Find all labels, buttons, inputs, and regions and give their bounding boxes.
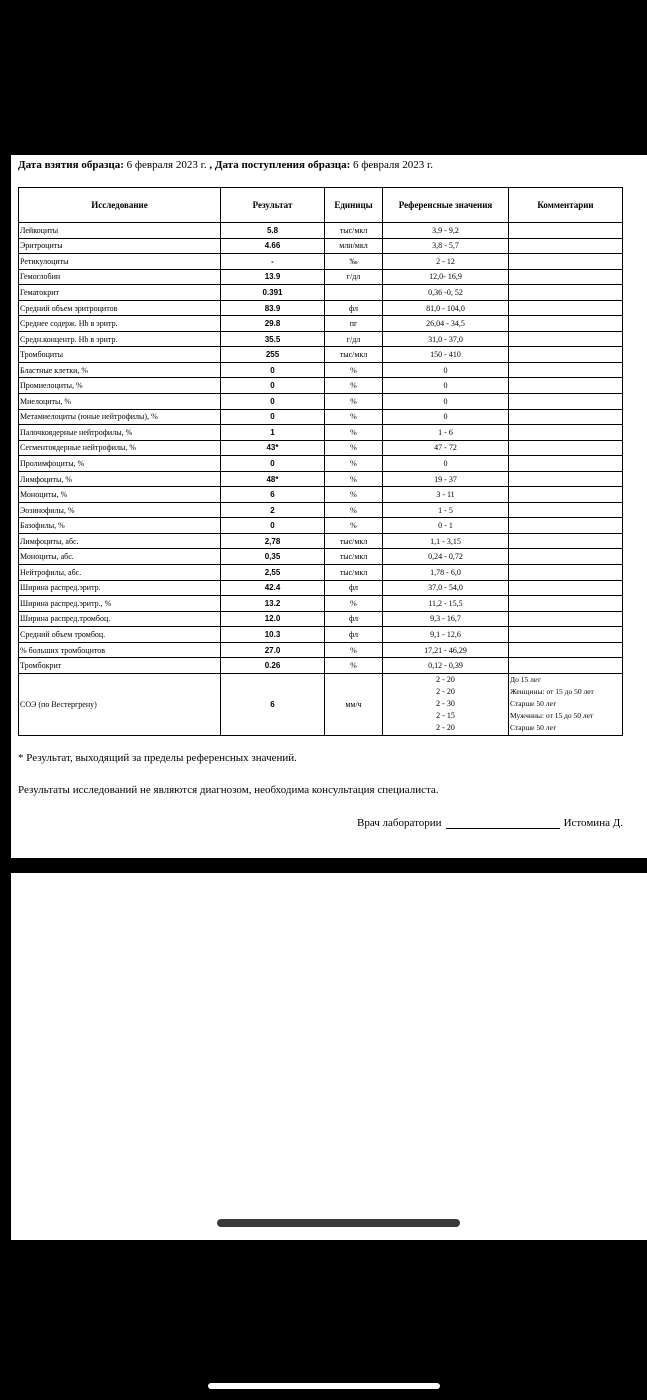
test-comment bbox=[509, 300, 623, 316]
test-comment bbox=[509, 254, 623, 270]
table-row bbox=[19, 378, 623, 394]
test-comment bbox=[509, 347, 623, 363]
sample-taken-label: Дата взятия образца: bbox=[18, 159, 124, 171]
test-reference: 11,2 - 15,5 bbox=[383, 596, 509, 612]
test-reference: 47 - 72 bbox=[383, 440, 509, 456]
header-units: Единицы bbox=[325, 188, 383, 223]
test-reference: 0,24 - 0,72 bbox=[383, 549, 509, 565]
test-comment bbox=[509, 565, 623, 581]
test-result: 12.0 bbox=[221, 611, 325, 627]
table-row bbox=[19, 580, 623, 596]
test-comment bbox=[509, 223, 623, 239]
test-result: 5.8 bbox=[221, 223, 325, 239]
test-name: Гемоглобин bbox=[19, 269, 221, 285]
eso-ref: 2 - 20 bbox=[436, 675, 455, 685]
test-reference: 17,21 - 46,29 bbox=[383, 642, 509, 658]
test-comment bbox=[509, 502, 623, 518]
test-unit: % bbox=[325, 658, 383, 674]
test-unit: тыс/мкл bbox=[325, 549, 383, 565]
table-row bbox=[19, 456, 623, 472]
test-result: 0.26 bbox=[221, 658, 325, 674]
test-result: 6 bbox=[221, 673, 325, 735]
eso-comment: Мужчины: от 15 до 50 лет bbox=[510, 711, 594, 721]
test-name: СОЭ (по Вестергрену) bbox=[19, 673, 221, 735]
test-comment bbox=[509, 611, 623, 627]
test-name: Ширина распред.тромбоц. bbox=[19, 611, 221, 627]
test-unit: % bbox=[325, 518, 383, 534]
test-comment bbox=[509, 269, 623, 285]
test-reference: 3,9 - 9,2 bbox=[383, 223, 509, 239]
test-reference: 0 bbox=[383, 362, 509, 378]
table-row bbox=[19, 502, 623, 518]
test-result: 29.8 bbox=[221, 316, 325, 332]
table-row bbox=[19, 425, 623, 441]
test-result: 0,35 bbox=[221, 549, 325, 565]
sample-received-label: Дата поступления образца: bbox=[214, 159, 351, 171]
test-unit: фл bbox=[325, 611, 383, 627]
test-result: 35.5 bbox=[221, 331, 325, 347]
signature-line bbox=[357, 817, 623, 829]
table-row bbox=[19, 533, 623, 549]
test-result: 2,78 bbox=[221, 533, 325, 549]
test-name: Моноциты, абс. bbox=[19, 549, 221, 565]
test-comment bbox=[509, 316, 623, 332]
test-result: 0 bbox=[221, 394, 325, 410]
test-name: Лимфоциты, % bbox=[19, 471, 221, 487]
test-reference: 1,1 - 3,15 bbox=[383, 533, 509, 549]
eso-reference-values bbox=[383, 673, 509, 735]
test-unit bbox=[325, 285, 383, 301]
test-result: 43* bbox=[221, 440, 325, 456]
table-row bbox=[19, 254, 623, 270]
test-unit: % bbox=[325, 409, 383, 425]
test-unit: тыс/мкл bbox=[325, 565, 383, 581]
eso-comment: Старше 50 лет bbox=[510, 699, 557, 709]
test-comment bbox=[509, 285, 623, 301]
test-unit: тыс/мкл bbox=[325, 347, 383, 363]
test-name: Базофилы, % bbox=[19, 518, 221, 534]
eso-ref: 2 - 30 bbox=[436, 699, 455, 709]
test-name: Нейтрофилы, абс. bbox=[19, 565, 221, 581]
table-row bbox=[19, 347, 623, 363]
table-row bbox=[19, 549, 623, 565]
test-result: 6 bbox=[221, 487, 325, 503]
test-reference: 19 - 37 bbox=[383, 471, 509, 487]
test-name: Метамиелоциты (юные нейтрофилы), % bbox=[19, 409, 221, 425]
header-result: Результат bbox=[221, 188, 325, 223]
test-result: 13.2 bbox=[221, 596, 325, 612]
test-reference: 0 bbox=[383, 456, 509, 472]
test-unit: % bbox=[325, 642, 383, 658]
test-result: 2,55 bbox=[221, 565, 325, 581]
test-name: Моноциты, % bbox=[19, 487, 221, 503]
table-row bbox=[19, 565, 623, 581]
test-result: 27.0 bbox=[221, 642, 325, 658]
test-reference: 12,0- 16,9 bbox=[383, 269, 509, 285]
test-reference: 31,0 - 37,0 bbox=[383, 331, 509, 347]
test-unit: % bbox=[325, 487, 383, 503]
test-reference: 0,12 - 0,39 bbox=[383, 658, 509, 674]
test-name: Лейкоциты bbox=[19, 223, 221, 239]
test-unit: фл bbox=[325, 627, 383, 643]
test-comment bbox=[509, 471, 623, 487]
test-unit: % bbox=[325, 362, 383, 378]
test-result: 0 bbox=[221, 362, 325, 378]
test-reference: 9,3 - 16,7 bbox=[383, 611, 509, 627]
eso-ref: 2 - 15 bbox=[436, 711, 455, 721]
test-comment bbox=[509, 549, 623, 565]
test-comment bbox=[509, 425, 623, 441]
test-comment bbox=[509, 409, 623, 425]
test-unit: мм/ч bbox=[325, 673, 383, 735]
test-result: 0 bbox=[221, 518, 325, 534]
test-result: 10.3 bbox=[221, 627, 325, 643]
sample-received-date: 6 февраля 2023 г. bbox=[353, 159, 434, 171]
sample-dates bbox=[18, 159, 433, 171]
test-unit: фл bbox=[325, 580, 383, 596]
test-unit: % bbox=[325, 502, 383, 518]
test-result: 42.4 bbox=[221, 580, 325, 596]
eso-comment: До 15 лет bbox=[510, 675, 541, 685]
test-unit: % bbox=[325, 456, 383, 472]
eso-comment: Старше 50 лет bbox=[510, 723, 557, 733]
test-reference: 2 - 12 bbox=[383, 254, 509, 270]
test-result: 48* bbox=[221, 471, 325, 487]
table-row-eso bbox=[19, 673, 623, 735]
test-name: Сегментоядерные нейтрофилы, % bbox=[19, 440, 221, 456]
out-of-range-note: * Результат, выходящий за пределы референсных значений. bbox=[18, 752, 297, 764]
test-unit: % bbox=[325, 394, 383, 410]
test-unit: млн/мкл bbox=[325, 238, 383, 254]
test-result: 255 bbox=[221, 347, 325, 363]
test-comment bbox=[509, 580, 623, 596]
test-reference: 9,1 - 12,6 bbox=[383, 627, 509, 643]
test-result: 2 bbox=[221, 502, 325, 518]
table-row bbox=[19, 238, 623, 254]
test-name: Среднее содерж. Hb в эритр. bbox=[19, 316, 221, 332]
test-unit: г/дл bbox=[325, 269, 383, 285]
test-unit: г/дл bbox=[325, 331, 383, 347]
test-comment bbox=[509, 596, 623, 612]
table-row bbox=[19, 223, 623, 239]
table-row bbox=[19, 611, 623, 627]
header-reference: Референсные значения bbox=[383, 188, 509, 223]
table-row bbox=[19, 658, 623, 674]
results-table bbox=[18, 187, 623, 736]
date-separator: , bbox=[206, 159, 215, 171]
table-row bbox=[19, 394, 623, 410]
test-result: 83.9 bbox=[221, 300, 325, 316]
test-result: 1 bbox=[221, 425, 325, 441]
test-name: Бластные клетки, % bbox=[19, 362, 221, 378]
test-name: Гематокрит bbox=[19, 285, 221, 301]
test-comment bbox=[509, 378, 623, 394]
test-name: Тромбокрит bbox=[19, 658, 221, 674]
signature-label: Врач лаборатории bbox=[357, 817, 442, 829]
home-indicator-bottom[interactable] bbox=[208, 1383, 440, 1389]
test-comment bbox=[509, 394, 623, 410]
test-name: Промиелоциты, % bbox=[19, 378, 221, 394]
test-reference: 0 bbox=[383, 378, 509, 394]
test-unit: ‰ bbox=[325, 254, 383, 270]
test-reference: 0,36 -0, 52 bbox=[383, 285, 509, 301]
test-name: Миелоциты, % bbox=[19, 394, 221, 410]
test-result: 0 bbox=[221, 378, 325, 394]
test-reference: 3 - 11 bbox=[383, 487, 509, 503]
test-reference: 37,0 - 54,0 bbox=[383, 580, 509, 596]
eso-ref: 2 - 20 bbox=[436, 723, 455, 733]
test-comment bbox=[509, 487, 623, 503]
eso-comments bbox=[509, 673, 623, 735]
test-name: Лимфоциты, абс. bbox=[19, 533, 221, 549]
test-reference: 81,0 - 104,0 bbox=[383, 300, 509, 316]
doctor-name: Истомина Д. bbox=[563, 817, 623, 829]
test-unit: пг bbox=[325, 316, 383, 332]
test-reference: 0 bbox=[383, 394, 509, 410]
test-unit: % bbox=[325, 440, 383, 456]
test-name: Пролимфоциты, % bbox=[19, 456, 221, 472]
test-reference: 0 - 1 bbox=[383, 518, 509, 534]
test-name: Средн.концентр. Hb в эритр. bbox=[19, 331, 221, 347]
test-name: Средний объем эритроцитов bbox=[19, 300, 221, 316]
test-reference: 3,8 - 5,7 bbox=[383, 238, 509, 254]
table-row bbox=[19, 409, 623, 425]
test-unit: % bbox=[325, 471, 383, 487]
table-row bbox=[19, 487, 623, 503]
test-result: 4.66 bbox=[221, 238, 325, 254]
eso-comment: Женщины: от 15 до 50 лет bbox=[510, 687, 594, 697]
test-reference: 1 - 5 bbox=[383, 502, 509, 518]
test-result: 0.391 bbox=[221, 285, 325, 301]
header-comments: Комментарии bbox=[509, 188, 623, 223]
test-comment bbox=[509, 518, 623, 534]
test-comment bbox=[509, 642, 623, 658]
test-comment bbox=[509, 456, 623, 472]
test-unit: % bbox=[325, 425, 383, 441]
signature-blank bbox=[446, 818, 560, 829]
test-name: Ширина распред.эритр. bbox=[19, 580, 221, 596]
test-unit: % bbox=[325, 378, 383, 394]
table-row bbox=[19, 362, 623, 378]
eso-ref: 2 - 20 bbox=[436, 687, 455, 697]
test-comment bbox=[509, 331, 623, 347]
home-indicator[interactable] bbox=[217, 1219, 460, 1227]
lab-report-page bbox=[11, 155, 647, 858]
test-result: 0 bbox=[221, 409, 325, 425]
test-reference: 26,04 - 34,5 bbox=[383, 316, 509, 332]
test-comment bbox=[509, 440, 623, 456]
test-unit: тыс/мкл bbox=[325, 223, 383, 239]
table-row bbox=[19, 440, 623, 456]
test-name: Средний объем тромбоц. bbox=[19, 627, 221, 643]
test-name: Ширина распред.эритр., % bbox=[19, 596, 221, 612]
test-comment bbox=[509, 658, 623, 674]
test-comment bbox=[509, 533, 623, 549]
table-row bbox=[19, 316, 623, 332]
table-row bbox=[19, 642, 623, 658]
test-name: Тромбоциты bbox=[19, 347, 221, 363]
table-row bbox=[19, 331, 623, 347]
header-test: Исследование bbox=[19, 188, 221, 223]
test-reference: 1,78 - 6,0 bbox=[383, 565, 509, 581]
table-row bbox=[19, 518, 623, 534]
test-name: Эритроциты bbox=[19, 238, 221, 254]
table-row bbox=[19, 300, 623, 316]
table-row bbox=[19, 627, 623, 643]
test-result: - bbox=[221, 254, 325, 270]
test-reference: 0 bbox=[383, 409, 509, 425]
test-name: % больших тромбоцитов bbox=[19, 642, 221, 658]
test-reference: 1 - 6 bbox=[383, 425, 509, 441]
test-comment bbox=[509, 627, 623, 643]
sample-taken-date: 6 февраля 2023 г. bbox=[126, 159, 207, 171]
test-unit: фл bbox=[325, 300, 383, 316]
test-comment bbox=[509, 362, 623, 378]
table-row bbox=[19, 269, 623, 285]
test-name: Эозинофилы, % bbox=[19, 502, 221, 518]
test-result: 0 bbox=[221, 456, 325, 472]
disclaimer: Результаты исследований не являются диагнозом, необходима консультация специалиста. bbox=[18, 784, 439, 796]
test-comment bbox=[509, 238, 623, 254]
test-unit: % bbox=[325, 596, 383, 612]
test-reference: 150 - 410 bbox=[383, 347, 509, 363]
test-unit: тыс/мкл bbox=[325, 533, 383, 549]
test-result: 13.9 bbox=[221, 269, 325, 285]
table-row bbox=[19, 471, 623, 487]
table-row bbox=[19, 596, 623, 612]
test-name: Палочкоядерные нейтрофилы, % bbox=[19, 425, 221, 441]
blank-page bbox=[11, 873, 647, 1240]
table-row bbox=[19, 285, 623, 301]
test-name: Ретикулоциты bbox=[19, 254, 221, 270]
table-header-row bbox=[19, 188, 623, 223]
